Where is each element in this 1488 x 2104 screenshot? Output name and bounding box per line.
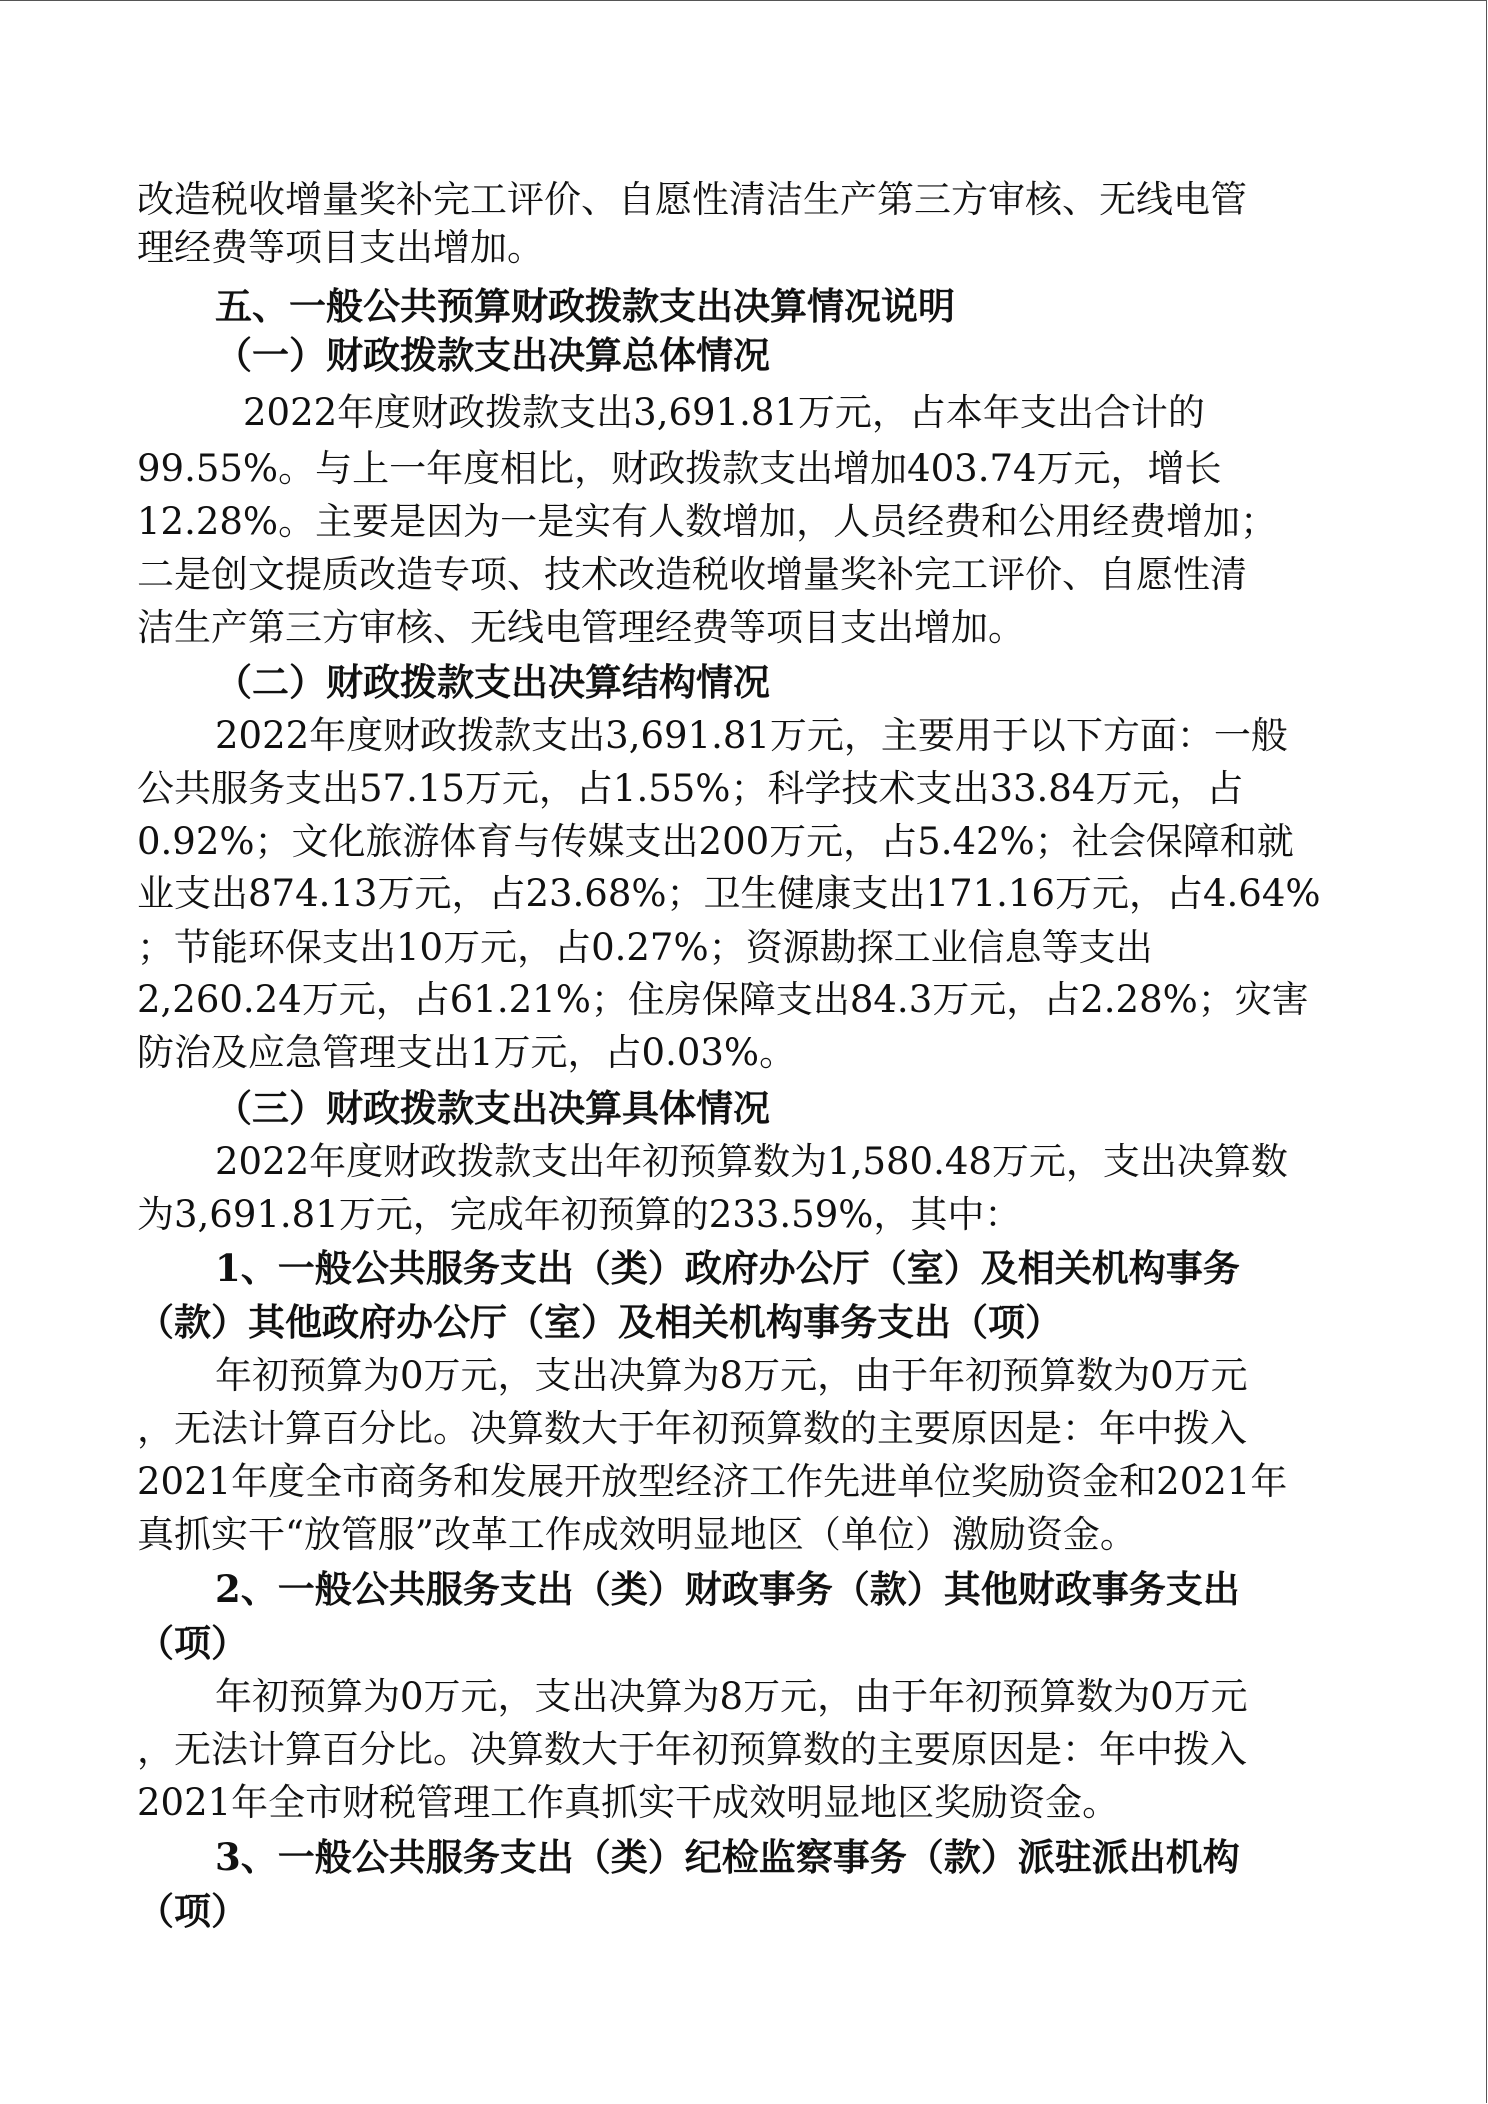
paragraph-text: 二是创文提质改造专项、技术改造税收增量奖补完工评价、自愿性清 — [137, 553, 1247, 596]
paragraph-text: 12.28%。主要是因为一是实有人数增加，人员经费和公用经费增加； — [137, 500, 1278, 543]
section-heading: 五、一般公共预算财政拨款支出决算情况说明 — [215, 284, 955, 328]
paragraph-text: 公共服务支出57.15万元，占1.55%；科学技术支出33.84万元，占 — [137, 767, 1244, 810]
subsection-heading: （一）财政拨款支出决算总体情况 — [215, 333, 770, 377]
paragraph-text: 理经费等项目支出增加。 — [137, 226, 544, 269]
paragraph-text: 2022年度财政拨款支出3,691.81万元，占本年支出合计的 — [243, 391, 1205, 434]
paragraph-text: ；节能环保支出10万元，占0.27%；资源勘探工业信息等支出 — [137, 926, 1153, 969]
subsection-heading: （二）财政拨款支出决算结构情况 — [215, 660, 770, 704]
paragraph-text: 改造税收增量奖补完工评价、自愿性清洁生产第三方审核、无线电管 — [137, 178, 1247, 221]
paragraph-text: 99.55%。与上一年度相比，财政拨款支出增加403.74万元，增长 — [137, 447, 1222, 490]
paragraph-text: 真抓实干“放管服”改革工作成效明显地区（单位）激励资金。 — [137, 1513, 1137, 1556]
paragraph-text: 2022年度财政拨款支出年初预算数为1,580.48万元，支出决算数 — [215, 1140, 1288, 1183]
paragraph-text: 2021年全市财税管理工作真抓实干成效明显地区奖励资金。 — [137, 1781, 1120, 1824]
paragraph-text: 防治及应急管理支出1万元，占0.03%。 — [137, 1031, 797, 1074]
item-heading: 2、一般公共服务支出（类）财政事务（款）其他财政事务支出 — [215, 1567, 1240, 1611]
paragraph-text: 0.92%；文化旅游体育与传媒支出200万元，占5.42%；社会保障和就 — [137, 820, 1294, 863]
item-heading: （款）其他政府办公厅（室）及相关机构事务支出（项） — [137, 1300, 1062, 1344]
paragraph-text: 年初预算为0万元，支出决算为8万元，由于年初预算数为0万元 — [215, 1354, 1248, 1397]
item-heading: （项） — [137, 1889, 248, 1933]
paragraph-text: 洁生产第三方审核、无线电管理经费等项目支出增加。 — [137, 606, 1025, 649]
item-heading: 3、一般公共服务支出（类）纪检监察事务（款）派驻派出机构 — [215, 1835, 1240, 1879]
paragraph-text: 2,260.24万元，占61.21%；住房保障支出84.3万元，占2.28%；灾害 — [137, 978, 1309, 1021]
paragraph-text: 为3,691.81万元，完成年初预算的233.59%，其中： — [137, 1193, 1022, 1236]
paragraph-text: 2021年度全市商务和发展开放型经济工作先进单位奖励资金和2021年 — [137, 1460, 1288, 1503]
subsection-heading: （三）财政拨款支出决算具体情况 — [215, 1086, 770, 1130]
paragraph-text: ，无法计算百分比。决算数大于年初预算数的主要原因是：年中拨入 — [137, 1728, 1247, 1771]
item-heading: 1、一般公共服务支出（类）政府办公厅（室）及相关机构事务 — [215, 1246, 1240, 1290]
paragraph-text: 年初预算为0万元，支出决算为8万元，由于年初预算数为0万元 — [215, 1675, 1248, 1718]
paragraph-text: 业支出874.13万元，占23.68%；卫生健康支出171.16万元，占4.64% — [137, 872, 1321, 915]
paragraph-text: 2022年度财政拨款支出3,691.81万元，主要用于以下方面：一般 — [215, 714, 1288, 757]
item-heading: （项） — [137, 1621, 248, 1665]
paragraph-text: ，无法计算百分比。决算数大于年初预算数的主要原因是：年中拨入 — [137, 1407, 1247, 1450]
